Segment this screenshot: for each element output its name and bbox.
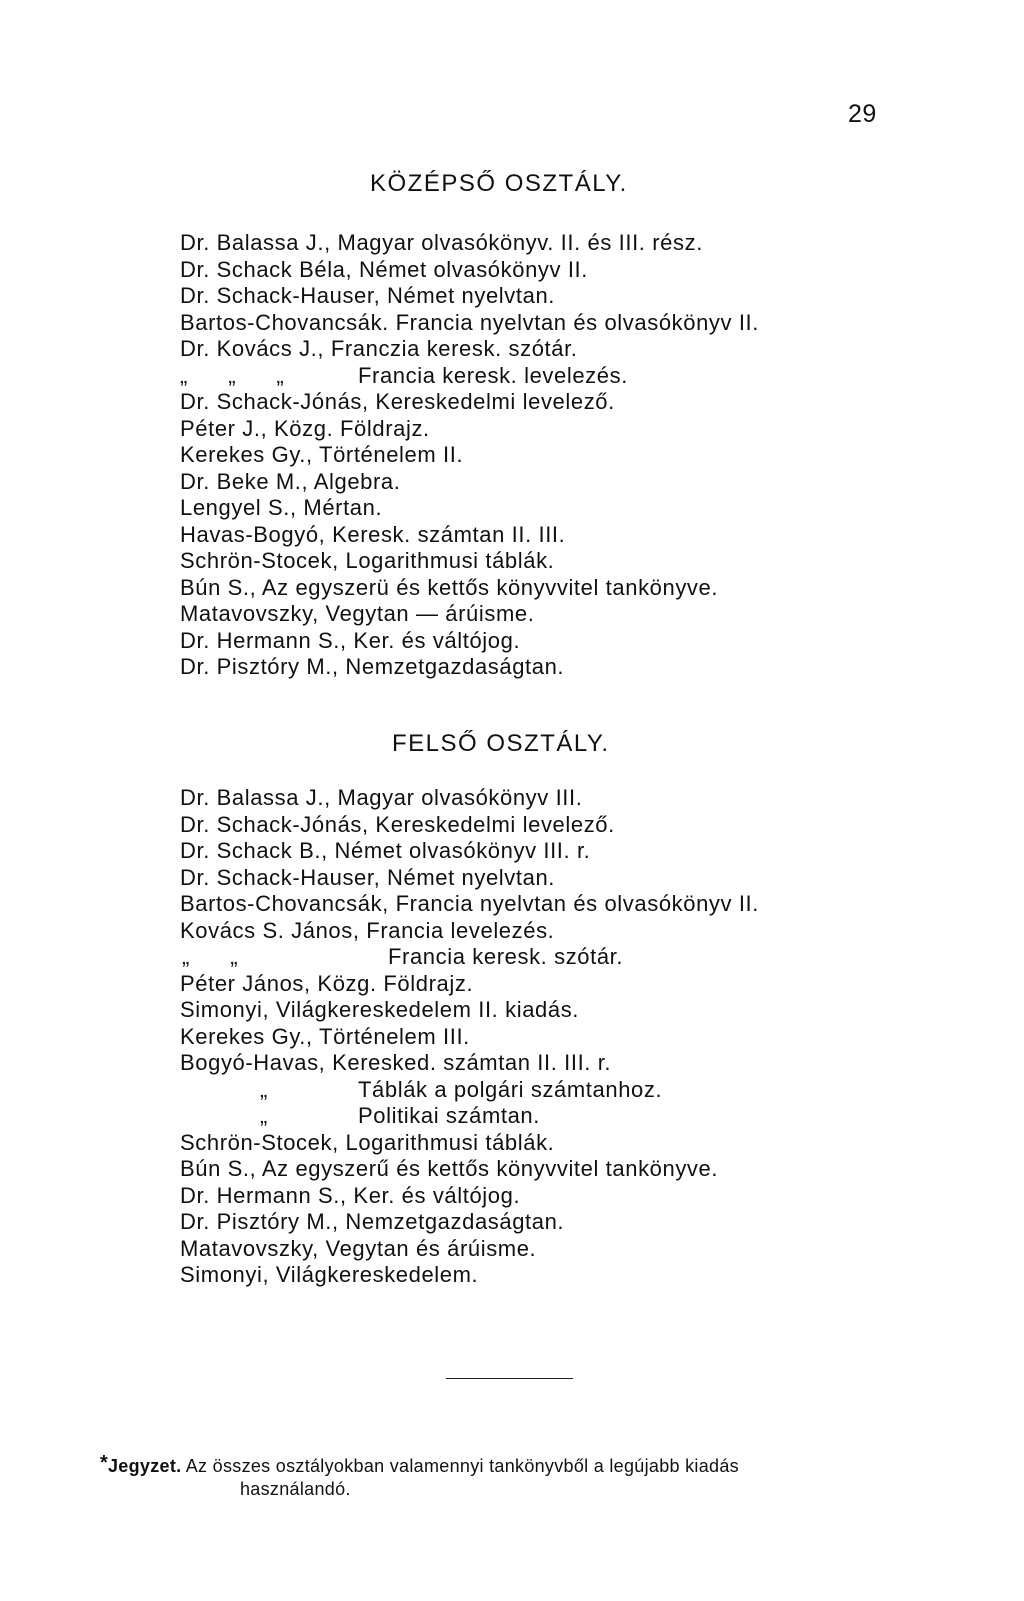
list-item: Matavovszky, Vegytan és árúisme. <box>180 1235 537 1261</box>
list-item: Dr. Pisztóry M., Nemzetgazdaságtan. <box>180 1209 565 1234</box>
list-item: Péter János, Közg. Földrajz. <box>180 970 474 996</box>
list-item: Dr. Hermann S., Ker. és váltójog. <box>180 627 521 653</box>
ditto-marks: „ „ „ <box>180 362 285 388</box>
list-item: Bartos-Chovancsák, Francia nyelvtan és olvasókönyv II. <box>180 891 759 916</box>
list-item: Schrön-Stocek, Logarithmusi táblák. <box>180 1129 555 1155</box>
footnote <box>100 1452 908 1501</box>
page-number: 29 <box>848 100 877 128</box>
footnote-text-continued: használandó. <box>240 1479 351 1499</box>
footnote-label: Jegyzet. <box>108 1456 182 1476</box>
separator-rule <box>446 1378 573 1379</box>
list-item: Dr. Hermann S., Ker. és váltójog. <box>180 1182 521 1208</box>
list-item: Kerekes Gy., Történelem II. <box>180 442 464 467</box>
list-item: Simonyi, Világkereskedelem II. kiadás. <box>180 997 580 1022</box>
list-item: Dr. Schack-Hauser, Német nyelvtan. <box>180 283 555 308</box>
ditto-marks: „ <box>260 1076 268 1102</box>
list-item: Bogyó-Havas, Keresked. számtan II. III. r. <box>180 1050 612 1075</box>
list-item-text: Francia keresk. levelezés. <box>358 362 628 388</box>
list-item-text: Francia keresk. szótár. <box>388 944 624 969</box>
list-item: Kovács S. János, Francia levelezés. <box>180 917 555 943</box>
list-item: Dr. Schack Béla, Német olvasókönyv II. <box>180 256 588 282</box>
list-item-ditto <box>180 1077 759 1104</box>
list-item: Kerekes Gy., Történelem III. <box>180 1023 470 1049</box>
ditto-marks: „ <box>260 1103 268 1128</box>
list-item: Dr. Balassa J., Magyar olvasókönyv III. <box>180 785 583 810</box>
list-item: Péter J., Közg. Földrajz. <box>180 415 430 441</box>
list-item: Schrön-Stocek, Logarithmusi táblák. <box>180 548 555 573</box>
list-item: Dr. Beke M., Algebra. <box>180 468 401 494</box>
list-item: Dr. Balassa J., Magyar olvasókönyv. II. és III. rész. <box>180 230 703 255</box>
list-item: Matavovszky, Vegytan — árúisme. <box>180 601 535 626</box>
middle-class-list <box>180 230 759 681</box>
list-item: Lengyel S., Mértan. <box>180 495 383 520</box>
list-item: Bún S., Az egyszerü és kettős könyvvitel tankönyve. <box>180 574 719 600</box>
list-item: Dr. Kovács J., Franczia keresk. szótár. <box>180 336 578 361</box>
list-item: Dr. Schack-Jónás, Kereskedelmi levelező. <box>180 389 615 414</box>
footnote-asterisk: * <box>100 1452 109 1474</box>
list-item: Simonyi, Világkereskedelem. <box>180 1262 479 1287</box>
list-item-ditto <box>180 1103 759 1130</box>
list-item: Dr. Schack B., Német olvasókönyv III. r. <box>180 838 591 863</box>
list-item-ditto <box>180 944 759 971</box>
list-item-text: Politikai számtan. <box>358 1103 540 1128</box>
list-item: Dr. Schack-Jónás, Kereskedelmi levelező. <box>180 811 615 837</box>
list-item: Havas-Bogyó, Keresk. számtan II. III. <box>180 521 566 547</box>
list-item-ditto <box>180 363 759 390</box>
upper-class-list <box>180 785 759 1289</box>
list-item-text: Táblák a polgári számtanhoz. <box>358 1076 663 1102</box>
list-item: Bartos-Chovancsák. Francia nyelvtan és olvasókönyv II. <box>180 309 759 335</box>
list-item: Bún S., Az egyszerű és kettős könyvvitel tankönyve. <box>180 1156 719 1181</box>
upper-class-title: FELSŐ OSZTÁLY. <box>392 730 610 757</box>
list-item: Dr. Schack-Hauser, Német nyelvtan. <box>180 864 555 890</box>
middle-class-title: KÖZÉPSŐ OSZTÁLY. <box>370 170 628 197</box>
ditto-marks: „ „ <box>182 944 239 969</box>
list-item: Dr. Pisztóry M., Nemzetgazdaságtan. <box>180 654 565 679</box>
footnote-text: Az összes osztályokban valamennyi tankönyvből a legújabb kiadás <box>185 1456 739 1476</box>
